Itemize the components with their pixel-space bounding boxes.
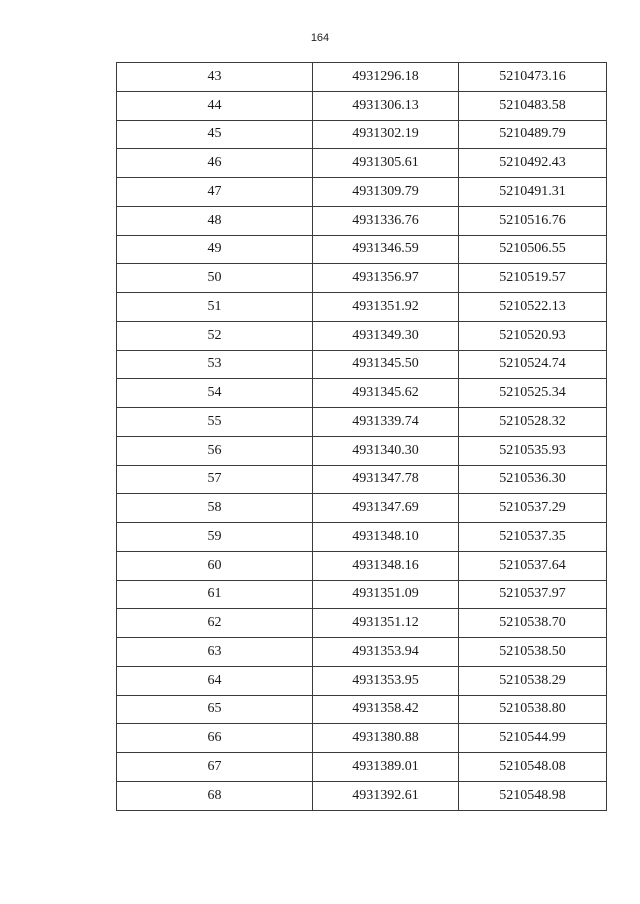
y-coordinate-cell: 5210519.57 — [459, 264, 607, 293]
point-number-cell: 46 — [117, 149, 313, 178]
point-number-cell: 62 — [117, 609, 313, 638]
table-row — [117, 293, 607, 322]
point-number-cell: 67 — [117, 753, 313, 782]
x-coordinate-cell: 4931306.13 — [313, 91, 459, 120]
table-row — [117, 638, 607, 667]
y-coordinate-cell: 5210535.93 — [459, 436, 607, 465]
point-number-cell: 60 — [117, 551, 313, 580]
table-row — [117, 350, 607, 379]
x-coordinate-cell: 4931348.16 — [313, 551, 459, 580]
table-row — [117, 178, 607, 207]
point-number-cell: 59 — [117, 523, 313, 552]
x-coordinate-cell: 4931345.50 — [313, 350, 459, 379]
y-coordinate-cell: 5210525.34 — [459, 379, 607, 408]
point-number-cell: 66 — [117, 724, 313, 753]
table-row — [117, 551, 607, 580]
y-coordinate-cell: 5210538.29 — [459, 666, 607, 695]
y-coordinate-cell: 5210528.32 — [459, 408, 607, 437]
y-coordinate-cell: 5210522.13 — [459, 293, 607, 322]
x-coordinate-cell: 4931305.61 — [313, 149, 459, 178]
x-coordinate-cell: 4931346.59 — [313, 235, 459, 264]
x-coordinate-cell: 4931358.42 — [313, 695, 459, 724]
x-coordinate-cell: 4931353.94 — [313, 638, 459, 667]
x-coordinate-cell: 4931351.09 — [313, 580, 459, 609]
point-number-cell: 55 — [117, 408, 313, 437]
point-number-cell: 68 — [117, 781, 313, 810]
x-coordinate-cell: 4931347.78 — [313, 465, 459, 494]
point-number-cell: 43 — [117, 63, 313, 92]
table-row — [117, 63, 607, 92]
x-coordinate-cell: 4931380.88 — [313, 724, 459, 753]
x-coordinate-cell: 4931351.12 — [313, 609, 459, 638]
table-row — [117, 695, 607, 724]
y-coordinate-cell: 5210492.43 — [459, 149, 607, 178]
x-coordinate-cell: 4931339.74 — [313, 408, 459, 437]
y-coordinate-cell: 5210537.35 — [459, 523, 607, 552]
x-coordinate-cell: 4931340.30 — [313, 436, 459, 465]
point-number-cell: 45 — [117, 120, 313, 149]
table-row — [117, 120, 607, 149]
y-coordinate-cell: 5210538.80 — [459, 695, 607, 724]
y-coordinate-cell: 5210538.70 — [459, 609, 607, 638]
point-number-cell: 65 — [117, 695, 313, 724]
y-coordinate-cell: 5210473.16 — [459, 63, 607, 92]
table-row — [117, 666, 607, 695]
y-coordinate-cell: 5210537.29 — [459, 494, 607, 523]
table-row — [117, 206, 607, 235]
table-row — [117, 91, 607, 120]
table-row — [117, 235, 607, 264]
y-coordinate-cell: 5210524.74 — [459, 350, 607, 379]
point-number-cell: 47 — [117, 178, 313, 207]
table-row — [117, 494, 607, 523]
table-row — [117, 379, 607, 408]
y-coordinate-cell: 5210538.50 — [459, 638, 607, 667]
y-coordinate-cell: 5210537.64 — [459, 551, 607, 580]
y-coordinate-cell: 5210548.98 — [459, 781, 607, 810]
table-row — [117, 149, 607, 178]
point-number-cell: 56 — [117, 436, 313, 465]
table-row — [117, 781, 607, 810]
x-coordinate-cell: 4931296.18 — [313, 63, 459, 92]
x-coordinate-cell: 4931302.19 — [313, 120, 459, 149]
y-coordinate-cell: 5210483.58 — [459, 91, 607, 120]
coordinates-table — [116, 62, 607, 811]
table-row — [117, 609, 607, 638]
x-coordinate-cell: 4931351.92 — [313, 293, 459, 322]
x-coordinate-cell: 4931347.69 — [313, 494, 459, 523]
x-coordinate-cell: 4931348.10 — [313, 523, 459, 552]
y-coordinate-cell: 5210491.31 — [459, 178, 607, 207]
x-coordinate-cell: 4931353.95 — [313, 666, 459, 695]
y-coordinate-cell: 5210520.93 — [459, 321, 607, 350]
table-row — [117, 580, 607, 609]
x-coordinate-cell: 4931336.76 — [313, 206, 459, 235]
point-number-cell: 49 — [117, 235, 313, 264]
table-row — [117, 408, 607, 437]
y-coordinate-cell: 5210544.99 — [459, 724, 607, 753]
point-number-cell: 50 — [117, 264, 313, 293]
table-row — [117, 264, 607, 293]
table-row — [117, 436, 607, 465]
y-coordinate-cell: 5210536.30 — [459, 465, 607, 494]
y-coordinate-cell: 5210489.79 — [459, 120, 607, 149]
point-number-cell: 61 — [117, 580, 313, 609]
coordinates-table-body — [117, 63, 607, 811]
point-number-cell: 64 — [117, 666, 313, 695]
point-number-cell: 44 — [117, 91, 313, 120]
table-row — [117, 465, 607, 494]
table-row — [117, 321, 607, 350]
table-row — [117, 523, 607, 552]
x-coordinate-cell: 4931392.61 — [313, 781, 459, 810]
point-number-cell: 51 — [117, 293, 313, 322]
point-number-cell: 54 — [117, 379, 313, 408]
x-coordinate-cell: 4931345.62 — [313, 379, 459, 408]
point-number-cell: 53 — [117, 350, 313, 379]
page-number: 164 — [310, 32, 330, 44]
point-number-cell: 52 — [117, 321, 313, 350]
x-coordinate-cell: 4931309.79 — [313, 178, 459, 207]
point-number-cell: 58 — [117, 494, 313, 523]
point-number-cell: 48 — [117, 206, 313, 235]
x-coordinate-cell: 4931356.97 — [313, 264, 459, 293]
table-row — [117, 724, 607, 753]
y-coordinate-cell: 5210537.97 — [459, 580, 607, 609]
point-number-cell: 57 — [117, 465, 313, 494]
y-coordinate-cell: 5210506.55 — [459, 235, 607, 264]
y-coordinate-cell: 5210516.76 — [459, 206, 607, 235]
x-coordinate-cell: 4931349.30 — [313, 321, 459, 350]
y-coordinate-cell: 5210548.08 — [459, 753, 607, 782]
point-number-cell: 63 — [117, 638, 313, 667]
table-row — [117, 753, 607, 782]
x-coordinate-cell: 4931389.01 — [313, 753, 459, 782]
